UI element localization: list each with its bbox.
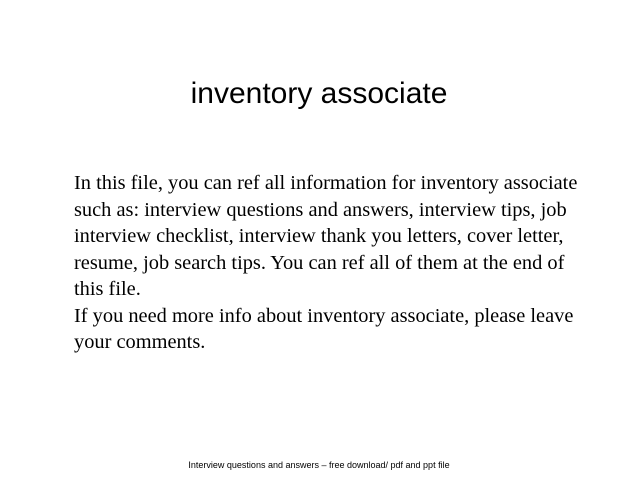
text-line: this file. [74, 278, 141, 300]
text-line: your comments. [74, 331, 206, 353]
slide-body [74, 170, 614, 356]
paragraph-more-info [74, 303, 614, 356]
slide-title: inventory associate [190, 77, 448, 110]
text-line: If you need more info about inventory associate, please leave [74, 304, 574, 327]
slide-footer: Interview questions and answers – free download/ pdf and ppt file [188, 460, 450, 470]
text-line: interview checklist, interview thank you letters, cover letter, [74, 225, 564, 247]
text-line: resume, job search tips. You can ref all of them at the end of [74, 251, 565, 274]
text-line: such as: interview questions and answers, interview tips, job [74, 198, 567, 221]
paragraph-intro [74, 170, 614, 303]
text-line: In this file, you can ref all information for inventory associate [74, 172, 578, 194]
